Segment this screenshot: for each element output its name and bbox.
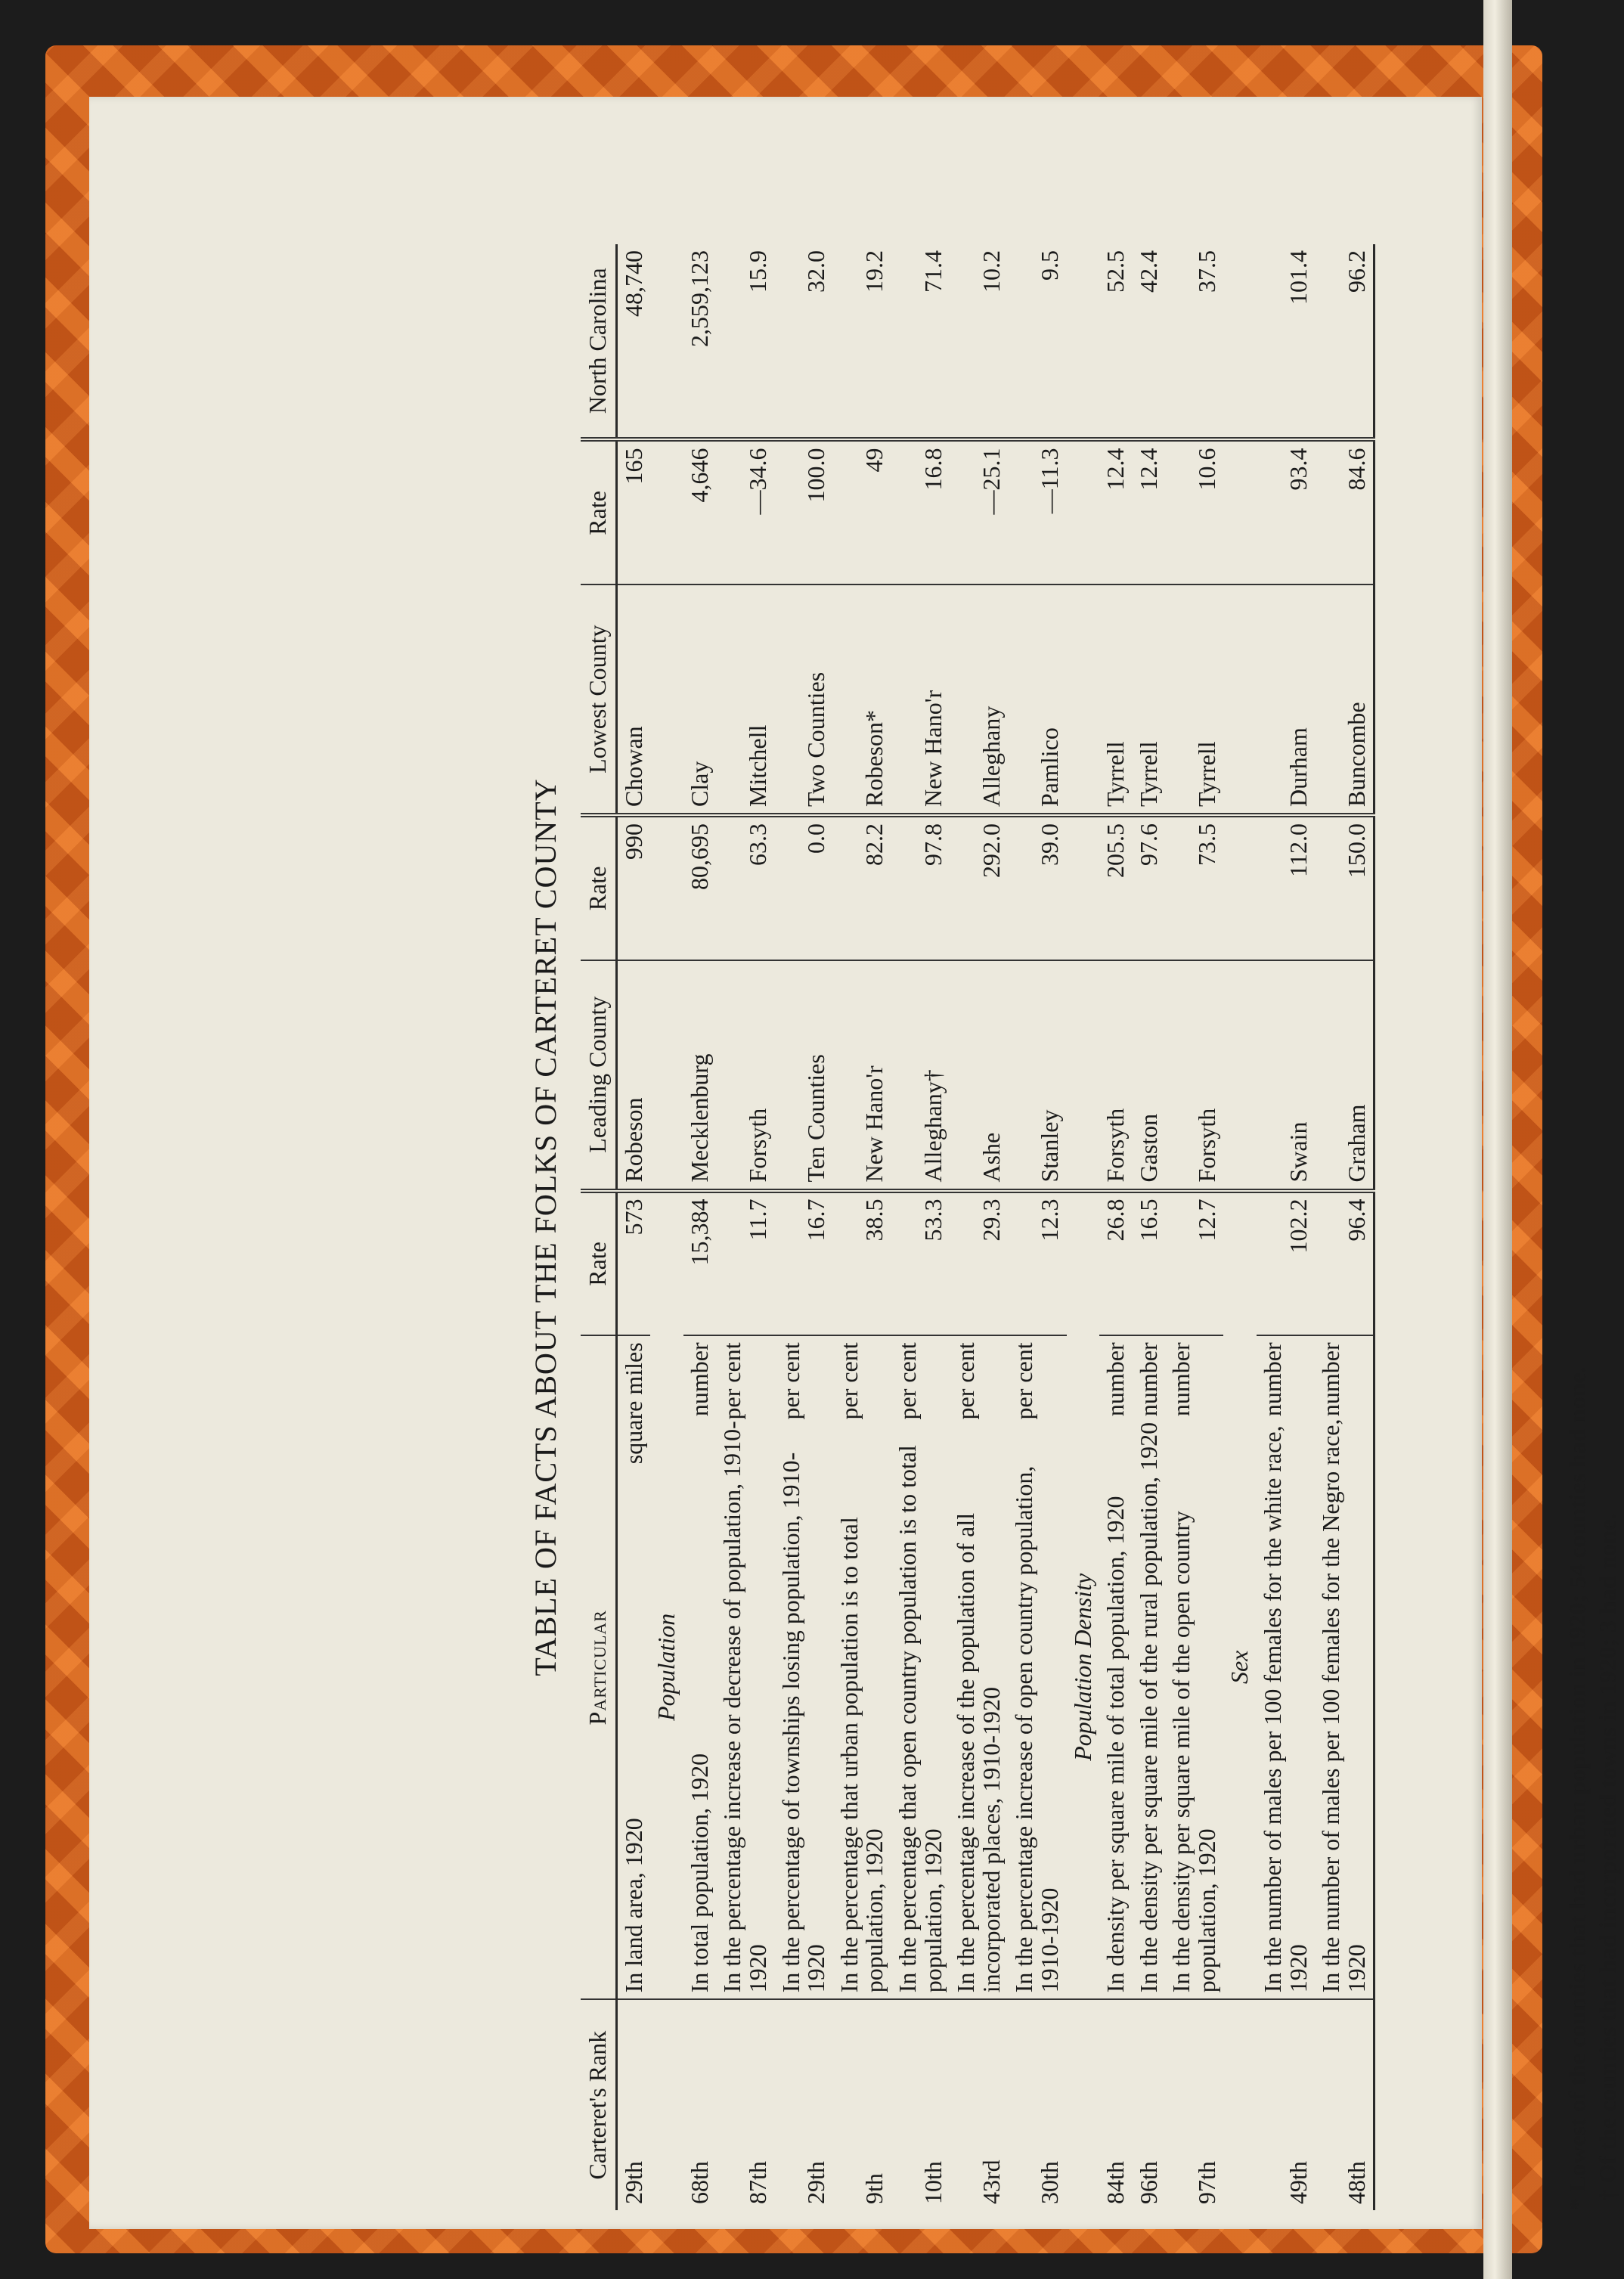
lowest-rate-cell: 49 [833, 439, 891, 584]
empty-cell [1223, 244, 1257, 439]
empty-cell [1067, 1191, 1100, 1336]
table-row [616, 244, 650, 2210]
rank-cell-empty [1067, 1999, 1100, 2210]
carteret-rate-cell: 12.3 [1008, 1191, 1066, 1336]
particular-cell [775, 1335, 833, 1999]
section-heading-row [1223, 244, 1257, 2210]
table-row [1257, 244, 1315, 2210]
north-carolina-cell: 10.2 [950, 244, 1008, 439]
leading-rate-cell: 73.5 [1165, 815, 1223, 960]
rank-cell: 68th [685, 2161, 713, 2204]
unit-text: number [1167, 1342, 1195, 1417]
leading-county-cell: New Hano'r [833, 960, 891, 1191]
section-heading: Population [650, 1335, 683, 1999]
particular-cell [1008, 1335, 1066, 1999]
lowest-rate-cell: 12.4 [1099, 439, 1133, 584]
carteret-rate-cell: 26.8 [1099, 1191, 1133, 1336]
header-rate-lowest: Rate [581, 439, 616, 584]
lowest-county-cell: Pamlico [1008, 584, 1066, 815]
rank-cell: 48th [1315, 1999, 1375, 2210]
empty-cell [1223, 584, 1257, 815]
table-row [1099, 244, 1133, 2210]
lowest-county-cell: Robeson* [833, 584, 891, 815]
lowest-rate-cell: 4,646 [683, 439, 717, 584]
section-heading: Population Density [1067, 1335, 1100, 1999]
table-row [833, 244, 891, 2210]
particular-cell [683, 1335, 717, 1999]
particular-cell [716, 1335, 774, 1999]
leading-rate-cell: 292.0 [950, 815, 1008, 960]
table-row [891, 244, 950, 2210]
section-heading-row [1067, 244, 1100, 2210]
empty-cell [1223, 815, 1257, 960]
unit-text: per cent [718, 1342, 746, 1420]
header-rate-carteret: Rate [581, 1191, 616, 1336]
rank-cell: 9th [860, 2173, 888, 2204]
leading-county-cell: Gaston [1133, 960, 1166, 1191]
north-carolina-cell: 101.4 [1257, 244, 1315, 439]
particular-cell [1099, 1335, 1133, 1999]
leading-county-cell: Robeson [616, 960, 650, 1191]
empty-cell [650, 960, 683, 1191]
lowest-rate-cell: 16.8 [891, 439, 950, 584]
north-carolina-cell: 48,740 [616, 244, 650, 439]
particular-text: In the percentage of townships losing population, 1910-1920 [776, 1452, 830, 1993]
unit-text: number [1317, 1342, 1345, 1417]
lowest-county-cell: Tyrrell [1165, 584, 1223, 815]
empty-cell [650, 244, 683, 439]
empty-cell [1067, 244, 1100, 439]
north-carolina-cell: 32.0 [775, 244, 833, 439]
lowest-county-cell: Buncombe [1315, 584, 1375, 815]
particular-cell [616, 1335, 650, 1999]
rank-cell: 49th [1284, 2161, 1312, 2204]
leading-rate-cell: 205.5 [1099, 815, 1133, 960]
table-row [683, 244, 717, 2210]
particular-text: In land area, 1920 [619, 1818, 647, 1993]
empty-cell [650, 815, 683, 960]
table-row [1315, 244, 1375, 2210]
header-row [581, 244, 616, 2210]
north-carolina-cell: 19.2 [833, 244, 891, 439]
unit-text: number [1134, 1342, 1162, 1417]
header-north-carolina: North Carolina [581, 244, 616, 439]
lowest-county-cell: Chowan [616, 584, 650, 815]
leading-rate-cell: 97.6 [1133, 815, 1166, 960]
particular-text: In the percentage increase or decrease of population, 1910-1920 [718, 1421, 771, 1993]
lowest-rate-cell: 93.4 [1257, 439, 1315, 584]
leading-county-cell: Ten Counties [775, 960, 833, 1191]
particular-text: In the percentage increase of open country population, 1910-1920 [1010, 1465, 1063, 1993]
carteret-rate-cell: 53.3 [891, 1191, 950, 1336]
lowest-county-cell: Durham [1257, 584, 1315, 815]
carteret-rate-cell: 573 [616, 1191, 650, 1336]
carteret-rate-cell: 38.5 [833, 1191, 891, 1336]
carteret-rate-cell: 15,384 [683, 1191, 717, 1336]
carteret-rate-cell: 11.7 [716, 1191, 774, 1336]
lowest-rate-cell: 10.6 [1165, 439, 1223, 584]
rank-cell: 29th [619, 2161, 647, 2204]
leading-rate-cell: 80,695 [683, 815, 717, 960]
rank-cell: 10th [919, 2161, 947, 2204]
lowest-county-cell: Tyrrell [1099, 584, 1133, 815]
leading-county-cell: Ashe [950, 960, 1008, 1191]
lowest-rate-cell: 100.0 [775, 439, 833, 584]
empty-cell [1067, 815, 1100, 960]
north-carolina-cell: 42.4 [1133, 244, 1166, 439]
rank-cell: 87th [743, 2161, 771, 2204]
north-carolina-cell: 52.5 [1099, 244, 1133, 439]
rotated-table-block [528, 244, 1624, 2210]
particular-text: In the percentage that open country population is to total population, 1920 [893, 1445, 947, 1993]
header-rate-leading: Rate [581, 815, 616, 960]
lowest-county-cell: Tyrrell [1133, 584, 1166, 815]
rank-cell: 30th [1035, 2161, 1063, 2204]
unit-text: square miles [619, 1342, 647, 1465]
leading-rate-cell: 63.3 [716, 815, 774, 960]
carteret-rate-cell: 16.7 [775, 1191, 833, 1336]
carteret-rate-cell: 96.4 [1315, 1191, 1375, 1336]
section-heading-row [650, 244, 683, 2210]
lowest-rate-cell: 12.4 [1133, 439, 1166, 584]
empty-cell [1223, 439, 1257, 584]
leading-county-cell: Forsyth [1099, 960, 1133, 1191]
table-row [716, 244, 774, 2210]
particular-text: In the number of males per 100 females for the Negro race, 1920 [1317, 1419, 1370, 1993]
section-heading: Sex [1223, 1335, 1257, 1999]
table-row [950, 244, 1008, 2210]
unit-text: number [685, 1342, 713, 1417]
carteret-rate-cell: 102.2 [1257, 1191, 1315, 1336]
carteret-rate-cell: 12.7 [1165, 1191, 1223, 1336]
lowest-county-cell: Alleghany [950, 584, 1008, 815]
leading-rate-cell: 150.0 [1315, 815, 1375, 960]
leading-rate-cell: 97.8 [891, 815, 950, 960]
header-rank: Carteret's Rank [581, 1999, 616, 2210]
lowest-county-cell: Two Counties [775, 584, 833, 815]
particular-text: In the percentage that urban population is to total population, 1920 [835, 1517, 888, 1993]
rank-cell: 43rd [977, 2160, 1005, 2204]
facts-table [581, 244, 1375, 2210]
leading-rate-cell: 39.0 [1008, 815, 1066, 960]
lowest-rate-cell: —34.6 [716, 439, 774, 584]
empty-cell [1067, 584, 1100, 815]
footnotes [1562, 244, 1622, 2210]
particular-cell [1257, 1335, 1315, 1999]
particular-cell [1133, 1335, 1166, 1999]
table-row [1008, 244, 1066, 2210]
lowest-rate-cell: —25.1 [950, 439, 1008, 584]
footnote-asterisk: * Lowest of the counties that had urban population in 1920; 54 counties had none. [1564, 1366, 1591, 2210]
north-carolina-cell: 2,559,123 [683, 244, 717, 439]
leading-rate-cell: 0.0 [775, 815, 833, 960]
empty-cell [1223, 960, 1257, 1191]
lowest-rate-cell: 84.6 [1315, 439, 1375, 584]
rank-cell: 96th [1134, 2161, 1162, 2204]
particular-cell [1165, 1335, 1223, 1999]
rank-cell-empty [1223, 1999, 1257, 2210]
unit-text: per cent [1010, 1342, 1038, 1420]
rank-cell: 29th [802, 2161, 830, 2204]
leading-county-cell: Stanley [1008, 960, 1066, 1191]
lowest-rate-cell: —11.3 [1008, 439, 1066, 584]
lowest-rate-cell: 165 [616, 439, 650, 584]
unit-text: per cent [835, 1342, 863, 1420]
particular-text: In density per square mile of total population, 1920 [1102, 1496, 1130, 1993]
particular-text: In the percentage increase of the population of all incorporated places, 1910-1920 [952, 1512, 1005, 1993]
leading-county-cell: Mecklenburg [683, 960, 717, 1191]
unit-text: per cent [776, 1342, 804, 1420]
particular-cell [833, 1335, 891, 1999]
particular-cell [950, 1335, 1008, 1999]
unit-text: number [1102, 1342, 1130, 1417]
header-particular: Particular [581, 1335, 616, 1999]
leading-county-cell: Alleghany† [891, 960, 950, 1191]
header-leading-county: Leading County [581, 960, 616, 1191]
book-page [89, 97, 1621, 2229]
empty-cell [1067, 439, 1100, 584]
empty-cell [650, 439, 683, 584]
particular-text: In the density per square mile of the open country population, 1920 [1167, 1511, 1220, 1993]
particular-cell [891, 1335, 950, 1999]
particular-cell [1315, 1335, 1375, 1999]
empty-cell [650, 584, 683, 815]
carteret-rate-cell: 29.3 [950, 1191, 1008, 1336]
table-row [775, 244, 833, 2210]
north-carolina-cell: 9.5 [1008, 244, 1066, 439]
particular-text: In total population, 1920 [685, 1753, 713, 1993]
leading-rate-cell: 82.2 [833, 815, 891, 960]
north-carolina-cell: 71.4 [891, 244, 950, 439]
lowest-county-cell: Clay [683, 584, 717, 815]
leading-county-cell: Forsyth [716, 960, 774, 1191]
empty-cell [1067, 960, 1100, 1191]
unit-text: number [1259, 1342, 1287, 1417]
page-title: TABLE OF FACTS ABOUT THE FOLKS OF CARTERET COUNTY [528, 778, 563, 1676]
north-carolina-cell: 15.9 [716, 244, 774, 439]
empty-cell [650, 1191, 683, 1336]
table-body [616, 244, 1375, 2210]
leading-rate-cell: 112.0 [1257, 815, 1315, 960]
table-row [1133, 244, 1166, 2210]
header-lowest-county: Lowest County [581, 584, 616, 815]
north-carolina-cell: 96.2 [1315, 244, 1375, 439]
leading-county-cell: Forsyth [1165, 960, 1223, 1191]
unit-text: per cent [952, 1342, 980, 1420]
table-row [1165, 244, 1223, 2210]
empty-cell [1223, 1191, 1257, 1336]
leading-county-cell: Graham [1315, 960, 1375, 1191]
rank-cell: 97th [1192, 2161, 1220, 2204]
leading-county-cell: Swain [1257, 960, 1315, 1191]
unit-text: per cent [893, 1342, 921, 1420]
particular-text: In the number of males per 100 females for the white race, 1920 [1259, 1425, 1312, 1993]
leading-rate-cell: 990 [616, 815, 650, 960]
north-carolina-cell: 37.5 [1165, 244, 1223, 439]
lowest-county-cell: New Hano'r [891, 584, 950, 815]
rank-cell-empty [650, 1999, 683, 2210]
lowest-county-cell: Mitchell [716, 584, 774, 815]
footnote-dagger: † Of the counties that had incorporated towns in 1920; 3 had none. [1594, 1513, 1621, 2201]
rank-cell: 84th [1102, 2161, 1130, 2204]
carteret-rate-cell: 16.5 [1133, 1191, 1166, 1336]
particular-text: In the density per square mile of the rural population, 1920 [1134, 1422, 1162, 1993]
